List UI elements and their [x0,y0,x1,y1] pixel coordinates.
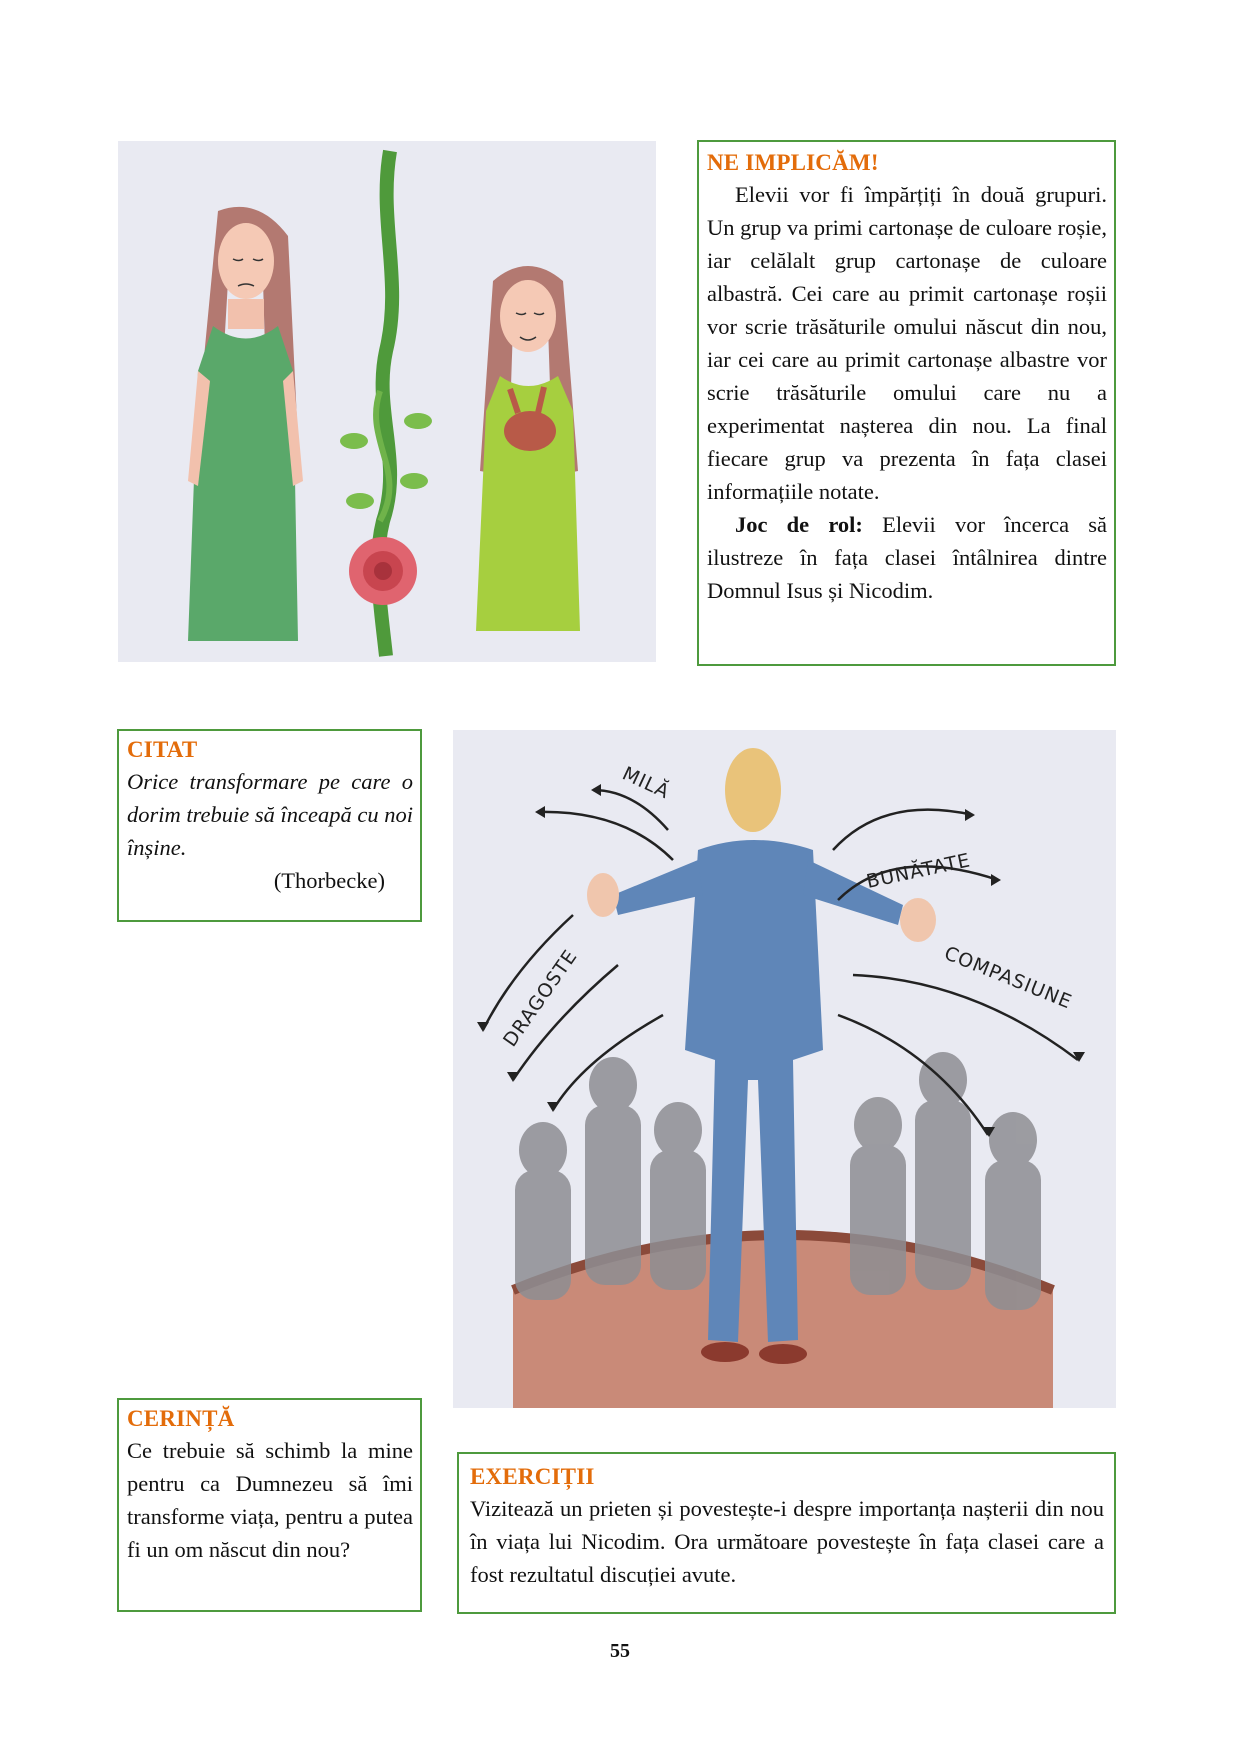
role-play-text: Elevii vor încerca să ilustreze în fața clasei întâlnirea dintre Domnul Isus și Nicodim. [707,512,1107,603]
implicam-paragraph: Elevii vor fi împărțiți în două grupuri. Un grup va primi cartonașe de culoare roșie, iar celălalt grup cartonașe de culoare albastră. Cei care au primit cartonașe roșii vor scrie trăsăturile omului născut din nou, iar cei care au primit cartonașe albastre vor scrie trăsăturile omului care nu a experimentat nașterea din nou. La final fiecare grup va prezenta în fața clasei informațiile notate. [707,182,1107,504]
cerinta-title: CERINȚĂ [127,1406,235,1431]
man-crowd-drawing [453,730,1116,1408]
exercitii-text: Vizitează un prieten și povestește-i despre importanța nașterii din nou în viața lui Nicodim. Ora următoare povestește în fața clasei care a fost rezultatul discuției avute. [470,1496,1104,1587]
cerinta-box [117,1398,422,1612]
implicam-body [707,178,1107,607]
citat-box [117,729,422,922]
label-bunatate: BUNĂTATE [864,849,973,893]
implicam-title: NE IMPLICĂM! [707,150,879,175]
label-mila: MILĂ [618,762,674,804]
citat-title: CITAT [127,737,198,762]
citat-author: (Thorbecke) [273,868,385,893]
role-play-label: Joc de rol: [735,512,863,537]
illustration-man-crowd [453,730,1116,1408]
label-compasiune: COMPASIUNE [941,942,1076,1014]
role-play-paragraph [707,508,1107,607]
label-dragoste: DRAGOSTE [499,945,582,1051]
cerinta-text: Ce trebuie să schimb la mine pentru ca Dumnezeu să îmi transforme viața, pentru a putea fi un om născut din nou? [127,1438,413,1562]
girls-vine-drawing [118,141,656,662]
implicam-box [697,140,1116,666]
page-number: 55 [610,1640,630,1662]
exercitii-title: EXERCIȚII [470,1464,595,1489]
citat-quote: Orice transformare pe care o dorim trebuie să înceapă cu noi înșine. [127,769,413,860]
exercitii-box [457,1452,1116,1614]
illustration-girls-vine [118,141,656,662]
